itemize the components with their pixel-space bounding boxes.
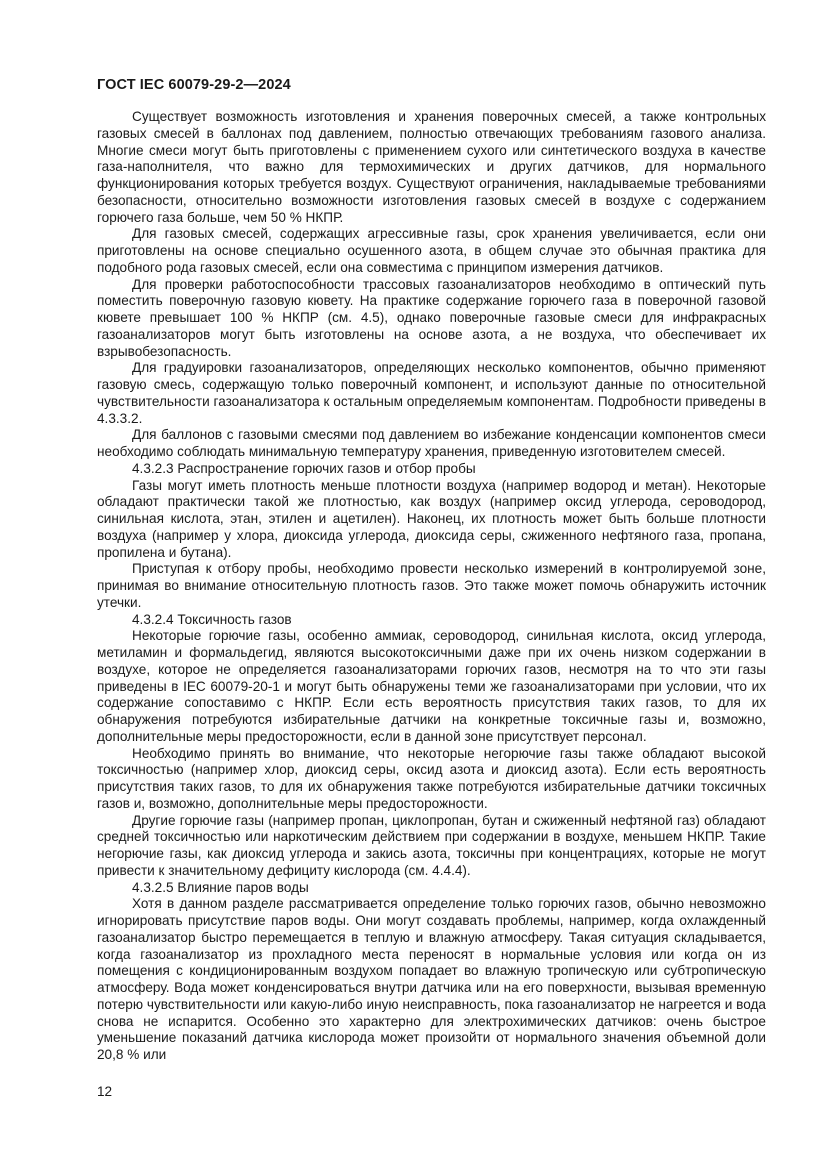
paragraph: Для газовых смесей, содержащих агрессивные газы, срок хранения увеличивается, если они приготовлены на основе специально осушенного азота, в общем случае это обычная практика для подобного рода газовых смесей, если она совместима с принципом измерения датчиков.	[97, 226, 766, 275]
paragraph: Газы могут иметь плотность меньше плотности воздуха (например водород и метан). Некоторые обладают практически такой же плотностью, как воздух (например оксид углерода, сероводород, синильная кислота, этан, этилен и ацетилен). Наконец, их плотность может быть больше плотности воздуха (например у хлора, диоксида углерода, диоксида серы, сжиженного нефтяного газа, пропана, пропилена и бутана).	[97, 477, 766, 560]
paragraph: Для градуировки газоанализаторов, определяющих несколько компонентов, обычно применяют газовую смесь, содержащую только поверочный компонент, и используют данные по относительной чувствительности газоанализатора к остальным определяемым компонентам. Подробности приведены в 4.3.3.2.	[97, 360, 766, 426]
section-heading: 4.3.2.3 Распространение горючих газов и отбор пробы	[132, 460, 476, 476]
paragraph: Существует возможность изготовления и хранения поверочных смесей, а также контрольных газовых смесей в баллонах под давлением, полностью отвечающих требованиям газового анализа. Многие смеси могут быть приготовлены с применением сухого или синтетического воздуха в качестве газа-наполнителя, что важно для термохимических и других датчиков, для нормального функционирования которых требуется воздух. Существуют ограничения, накладываемые требованиями безопасности, относительно возможности изготовления газовых смесей в воздухе с содержанием горючего газа больше, чем 50 % НКПР.	[97, 109, 766, 225]
document-body	[97, 109, 766, 1064]
page-number: 12	[97, 1084, 113, 1099]
paragraph: Хотя в данном разделе рассматривается определение только горючих газов, обычно невозможно игнорировать присутствие паров воды. Они могут создавать проблемы, например, когда охлажденный газоанализатор быстро перемещается в теплую и влажную атмосферу. Такая ситуация складывается, когда газоанализатор из прохладного места переносят в нормальные условия или когда он из помещения с кондиционированным воздухом попадает во влажную тропическую или субтропическую атмосферу. Вода может конденсироваться внутри датчика или на его поверхности, вызывая временную потерю чувствительности или какую-либо иную неисправность, пока газоанализатор не нагреется и вода снова не испарится. Особенно это характерно для электрохимических датчиков: очень быстрое уменьшение показаний датчика кислорода может произойти от нормального значения объемной доли 20,8 % или	[97, 896, 766, 1062]
section-heading: 4.3.2.4 Токсичность газов	[132, 611, 292, 627]
paragraph: Некоторые горючие газы, особенно аммиак, сероводород, синильная кислота, оксид углерода, метиламин и формальдегид, являются высокотоксичными даже при их очень низком содержании в воздухе, которое не определяется газоанализаторами горючих газов, несмотря на то что эти газы приведены в IEC 60079-20-1 и могут быть обнаружены теми же газоанализаторами при условии, что их содержание сопоставимо с НКПР. Если есть вероятность присутствия таких газов, то для их обнаружения потребуются избирательные датчики на конкретные токсичные газы и, возможно, дополнительные меры предосторожности, если в данной зоне присутствует персонал.	[97, 628, 766, 744]
paragraph: Для проверки работоспособности трассовых газоанализаторов необходимо в оптический путь поместить поверочную газовую кювету. На практике содержание горючего газа в поверочной газовой кювете превышает 100 % НКПР (см. 4.5), однако поверочные газовые смеси для инфракрасных газоанализаторов могут быть изготовлены на основе азота, а не воздуха, что обеспечивает их взрывобезопасность.	[97, 276, 766, 359]
paragraph: Необходимо принять во внимание, что некоторые негорючие газы также обладают высокой токсичностью (например хлор, диоксид серы, оксид азота и диоксид азота). Если есть вероятность присутствия таких газов, то для их обнаружения также потребуются избирательные датчики токсичных газов и, возможно, дополнительные меры предосторожности.	[97, 745, 766, 811]
paragraph: Для баллонов с газовыми смесями под давлением во избежание конденсации компонентов смеси необходимо соблюдать минимальную температуру хранения, приведенную изготовителем смесей.	[97, 427, 766, 459]
paragraph: Другие горючие газы (например пропан, циклопропан, бутан и сжиженный нефтяной газ) обладают средней токсичностью или наркотическим действием при содержании в воздухе, меньшем НКПР. Такие негорючие газы, как диоксид углерода и закись азота, токсичны при концентрациях, которые не могут привести к значительному дефициту кислорода (см. 4.4.4).	[97, 812, 766, 878]
section-heading: 4.3.2.5 Влияние паров воды	[132, 879, 309, 895]
document-header: ГОСТ IEC 60079-29-2—2024	[97, 77, 291, 93]
paragraph: Приступая к отбору пробы, необходимо провести несколько измерений в контролируемой зоне, принимая во внимание относительную плотность газов. Это также может помочь обнаружить источник утечки.	[97, 561, 766, 610]
